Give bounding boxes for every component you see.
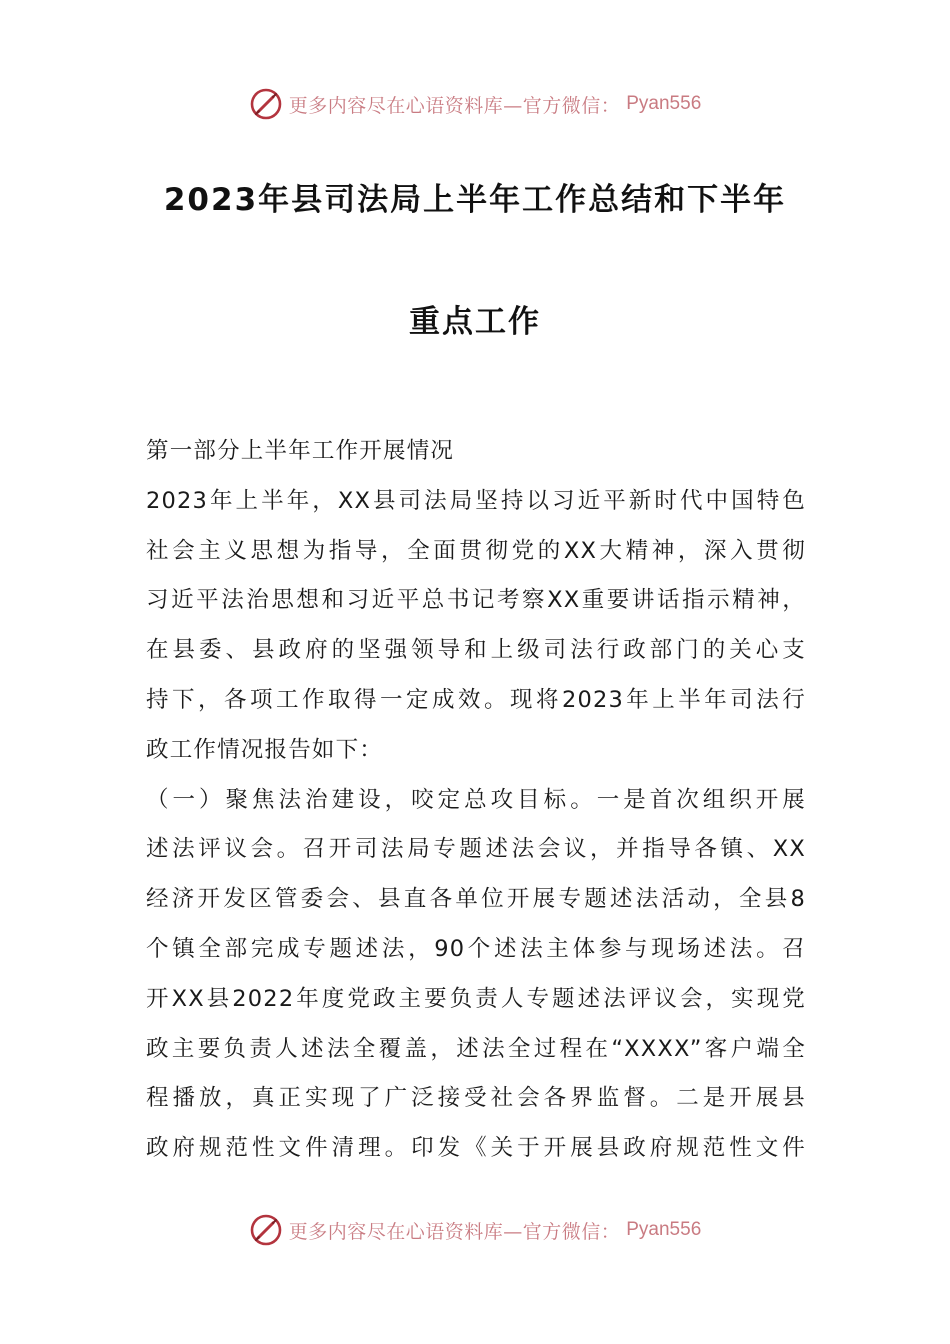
section-heading: 第一部分上半年工作开展情况 <box>146 438 455 464</box>
watermark-wechat-id: Pyan556 <box>626 1219 702 1240</box>
document-title-line-2: 重点工作 <box>409 304 541 340</box>
document-title-line-1: 2023年县司法局上半年工作总结和下半年 <box>163 182 787 218</box>
pen-logo-icon <box>249 87 283 121</box>
watermark-wechat-id: Pyan556 <box>626 93 702 114</box>
body-line: 程播放，真正实现了广泛接受社会各界监督。二是开展县 <box>146 1085 806 1112</box>
body-line: 政主要负责人述法全覆盖，述法全过程在“XXXX”客户端全 <box>146 1035 806 1062</box>
watermark-banner-top <box>0 84 950 124</box>
body-line: 在县委、县政府的坚强领导和上级司法行政部门的关心支 <box>146 637 806 664</box>
body-line: 经济开发区管委会、县直各单位开展专题述法活动，全县8 <box>146 886 806 913</box>
pen-logo-icon <box>249 1213 283 1247</box>
body-line: 社会主义思想为指导，全面贯彻党的XX大精神，深入贯彻 <box>146 537 806 564</box>
body-line: 习近平法治思想和习近平总书记考察XX重要讲话指示精神， <box>146 587 806 614</box>
watermark-text: 更多内容尽在心语资料库—官方微信： <box>288 1220 621 1243</box>
watermark-text: 更多内容尽在心语资料库—官方微信： <box>288 94 621 117</box>
body-line: 开XX县2022年度党政主要负责人专题述法评议会，实现党 <box>146 985 806 1012</box>
body-line: 述法评议会。召开司法局专题述法会议，并指导各镇、XX <box>146 836 806 863</box>
body-line: 政工作情况报告如下： <box>146 736 384 763</box>
body-line: 个镇全部完成专题述法，90个述法主体参与现场述法。召 <box>146 935 806 962</box>
body-line: 2023年上半年，XX县司法局坚持以习近平新时代中国特色 <box>146 487 806 514</box>
body-line: 持下，各项工作取得一定成效。现将2023年上半年司法行 <box>146 686 806 713</box>
watermark-banner-bottom <box>0 1210 950 1250</box>
body-line: 政府规范性文件清理。印发《关于开展县政府规范性文件 <box>146 1135 806 1162</box>
document-body <box>146 427 806 1174</box>
body-line: （一）聚焦法治建设，咬定总攻目标。一是首次组织开展 <box>146 786 806 813</box>
